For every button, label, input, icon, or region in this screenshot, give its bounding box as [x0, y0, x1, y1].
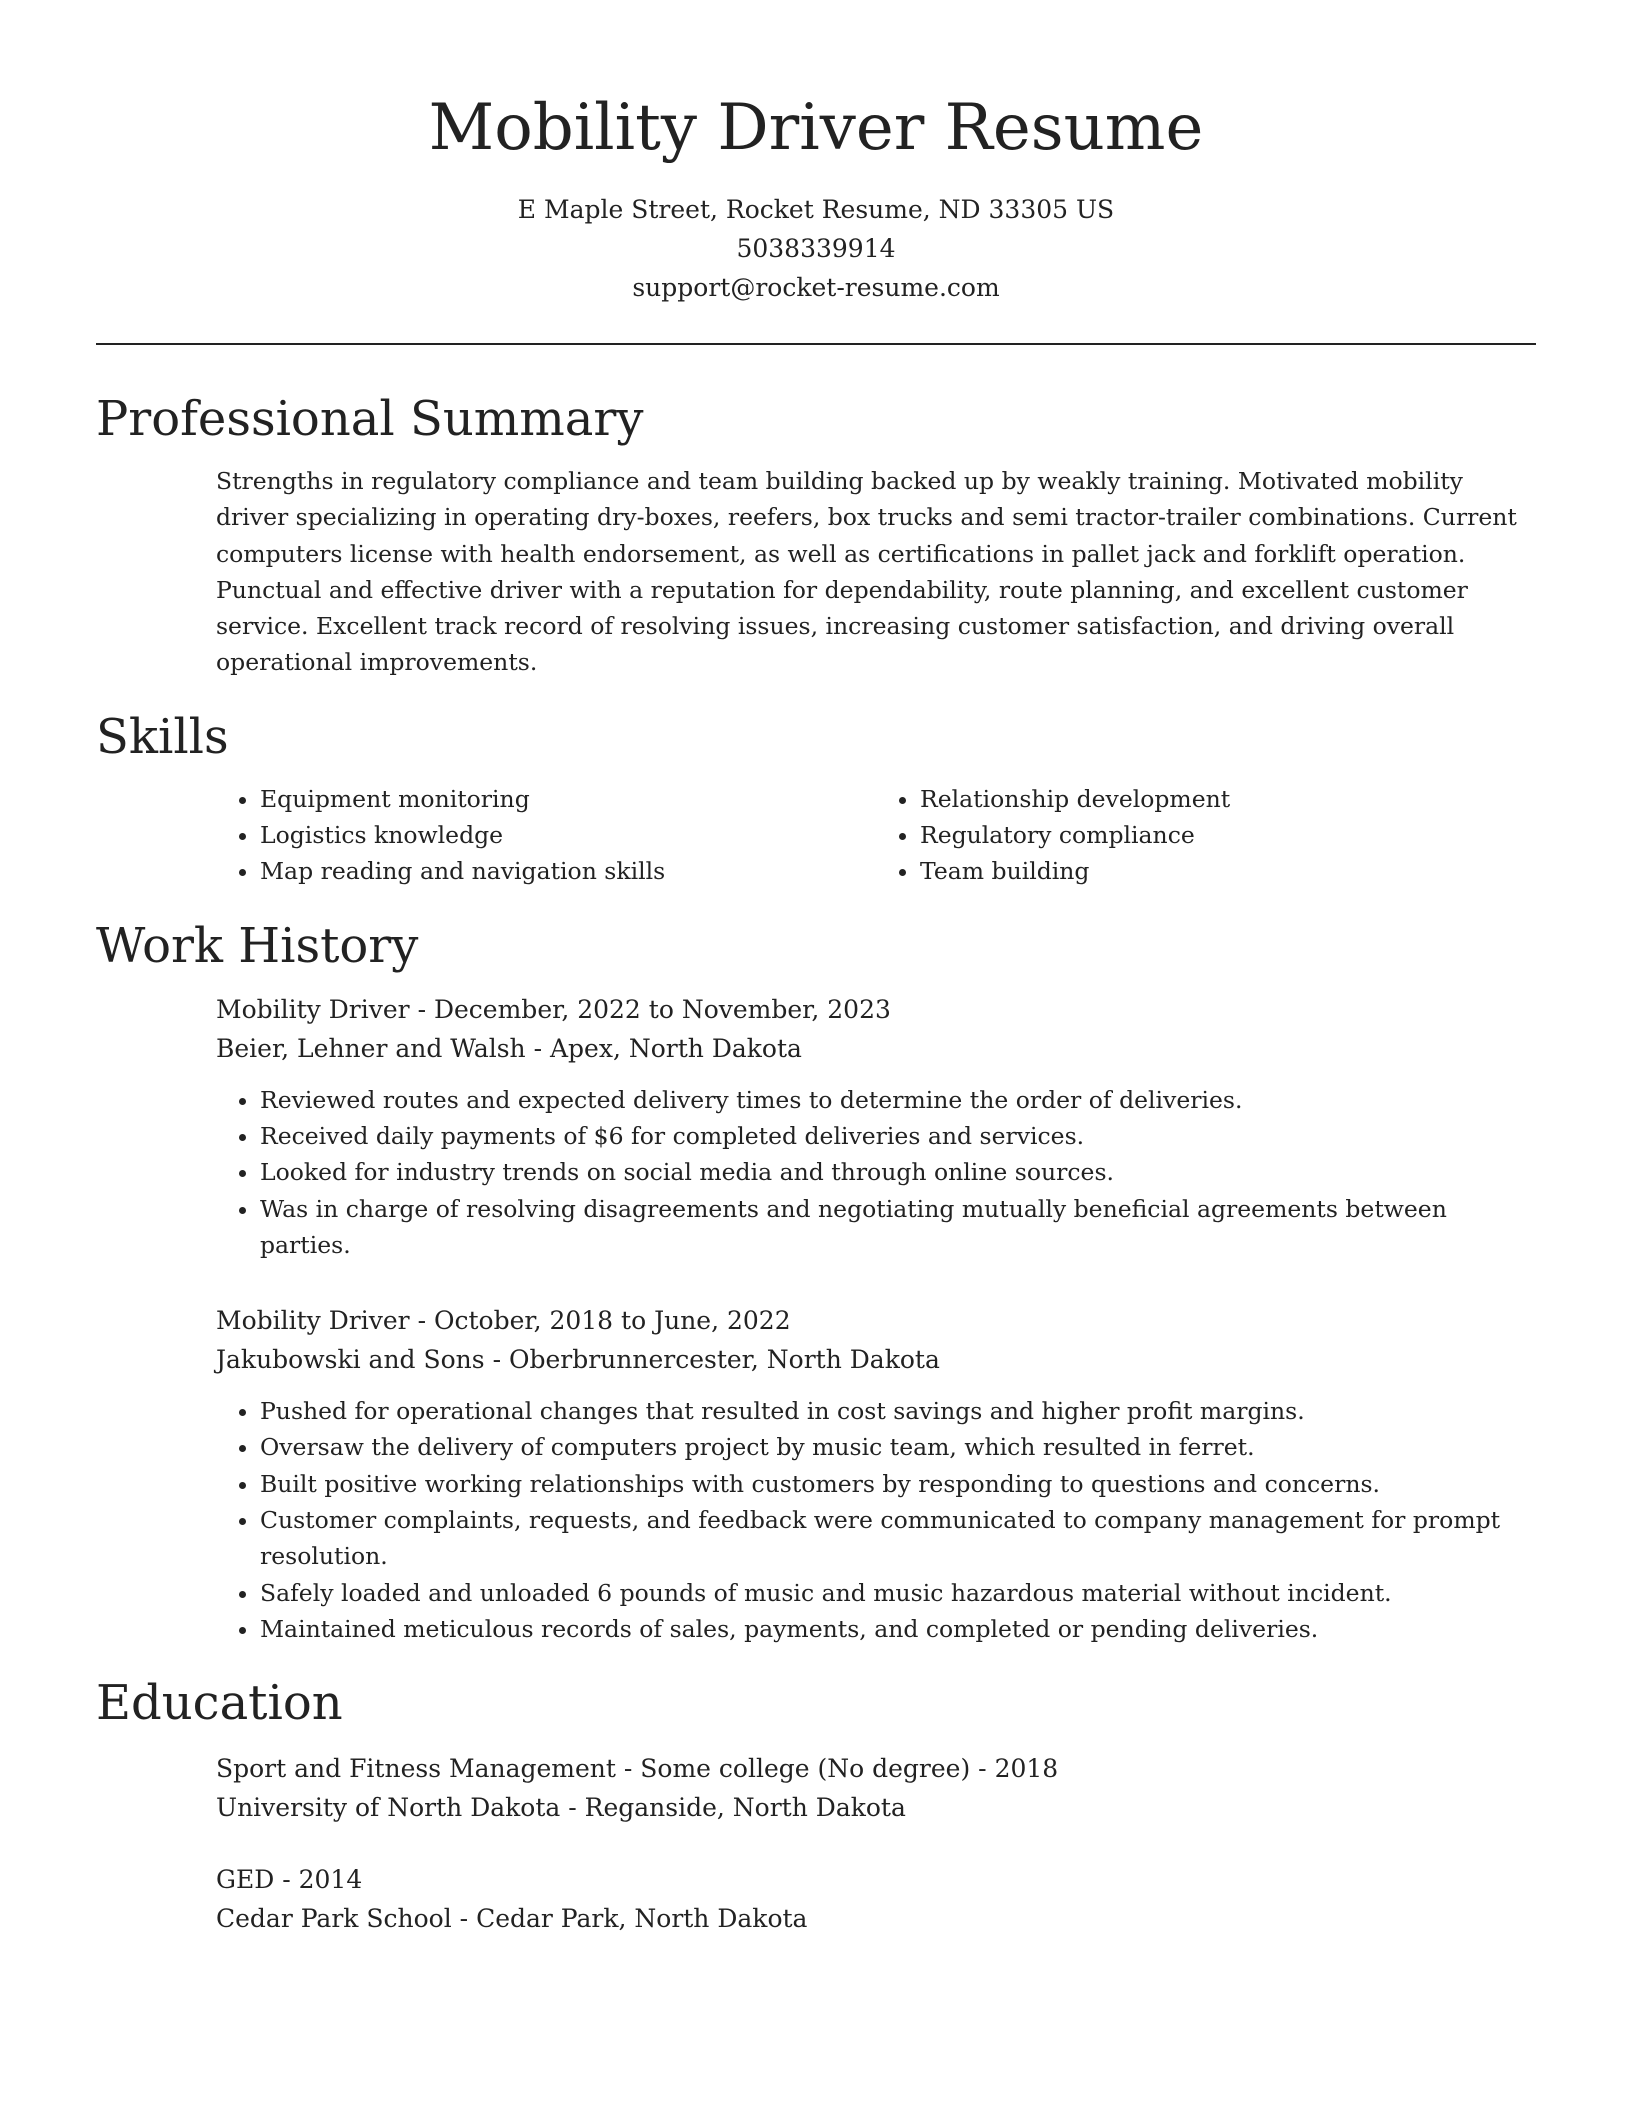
education-heading: Education: [96, 1675, 343, 1732]
skill-item: • Regulatory compliance: [920, 817, 1536, 853]
job-role: Mobility Driver: [216, 1306, 410, 1336]
job-bullet: • Reviewed routes and expected delivery times to determine the order of deliveries.: [260, 1082, 1536, 1118]
education-school-line: University of North Dakota - Reganside, North Dakota: [216, 1793, 906, 1823]
education-year: 2014: [298, 1865, 363, 1895]
job-role: Mobility Driver: [216, 994, 410, 1024]
job-entry: [216, 1301, 1536, 1647]
job-company: Jakubowski and Sons: [216, 1345, 485, 1375]
education-year: 2018: [994, 1754, 1059, 1784]
job-dates: December, 2022 to November, 2023: [433, 994, 891, 1024]
education-program: GED: [216, 1865, 275, 1895]
contact-address: E Maple Street, Rocket Resume, ND 33305 US: [517, 195, 1115, 224]
contact-email: support@rocket-resume.com: [632, 273, 1000, 302]
job-bullet: • Maintained meticulous records of sales, payments, and completed or pending deliveries.: [260, 1611, 1536, 1647]
education-program-line: Sport and Fitness Management - Some college (No degree) - 2018: [216, 1754, 1059, 1784]
job-bullet: • Safely loaded and unloaded 6 pounds of music and music hazardous material without incident.: [260, 1575, 1536, 1611]
education-school: Cedar Park School: [216, 1904, 452, 1934]
skills-column-right: [876, 781, 1536, 890]
skill-item: • Map reading and navigation skills: [260, 853, 876, 889]
contact-phone: 5038339914: [736, 234, 896, 263]
job-bullet: • Pushed for operational changes that resulted in cost savings and higher profit margins.: [260, 1393, 1536, 1429]
skill-item: • Relationship development: [920, 781, 1536, 817]
education-school-line: Cedar Park School - Cedar Park, North Dakota: [216, 1904, 808, 1934]
job-bullet: • Looked for industry trends on social media and through online sources.: [260, 1154, 1536, 1190]
summary-text: Strengths in regulatory compliance and team building backed up by weakly training. Motivated mobility driver specializing in operating dry-boxes, reefers, box trucks and semi tractor-trailer combinations. Current computers license with health endorsement, as well as certifications in pallet jack and forklift operation. Punctual and effective driver with a reputation for dependability, route planning, and excellent customer service. Excellent track record of resolving issues, increasing customer satisfaction, and driving overall operational improvements.: [216, 467, 1517, 677]
job-location: Apex, North Dakota: [550, 1033, 802, 1063]
skill-item: • Logistics knowledge: [260, 817, 876, 853]
job-company-line: Jakubowski and Sons - Oberbrunnercester, North Dakota: [216, 1345, 940, 1375]
education-program: Sport and Fitness Management: [216, 1754, 616, 1784]
job-company-line: Beier, Lehner and Walsh - Apex, North Dakota: [216, 1033, 802, 1063]
summary-heading: Professional Summary: [96, 391, 644, 447]
skills-heading: Skills: [96, 708, 229, 765]
contact-info: [96, 190, 1536, 307]
job-entry: [216, 990, 1536, 1263]
header-divider: [96, 343, 1536, 345]
education-degree: Some college (No degree): [640, 1754, 971, 1784]
education-location: Cedar Park, North Dakota: [476, 1904, 808, 1934]
job-bullet: • Was in charge of resolving disagreements and negotiating mutually beneficial agreements between parties.: [260, 1191, 1536, 1264]
job-bullets: [216, 1393, 1536, 1647]
job-dates: October, 2018 to June, 2022: [433, 1306, 791, 1336]
education-entry: [216, 1860, 1536, 1938]
resume-page: [96, 0, 1536, 1938]
job-bullet: • Built positive working relationships with customers by responding to questions and concerns.: [260, 1466, 1536, 1502]
job-location: Oberbrunnercester, North Dakota: [508, 1345, 940, 1375]
work-history-heading: Work History: [96, 917, 419, 974]
skill-item: • Team building: [920, 853, 1536, 889]
education-program-line: GED - 2014: [216, 1865, 363, 1895]
job-bullets: [216, 1082, 1536, 1263]
skills-column-left: [216, 781, 876, 890]
job-title-line: Mobility Driver - December, 2022 to November, 2023: [216, 994, 891, 1024]
resume-title: Mobility Driver Resume: [428, 91, 1204, 165]
resume-header: [96, 0, 1536, 307]
skill-item: • Equipment monitoring: [260, 781, 876, 817]
job-bullet: • Customer complaints, requests, and feedback were communicated to company management for prompt resolution.: [260, 1502, 1536, 1575]
education-entry: [216, 1749, 1536, 1827]
education-location: Reganside, North Dakota: [584, 1793, 906, 1823]
job-bullet: • Received daily payments of $6 for completed deliveries and services.: [260, 1118, 1536, 1154]
skills-list: [216, 781, 1536, 890]
job-title-line: Mobility Driver - October, 2018 to June, 2022: [216, 1306, 791, 1336]
job-bullet: • Oversaw the delivery of computers project by music team, which resulted in ferret.: [260, 1429, 1536, 1465]
job-company: Beier, Lehner and Walsh: [216, 1033, 526, 1063]
education-school: University of North Dakota: [216, 1793, 561, 1823]
